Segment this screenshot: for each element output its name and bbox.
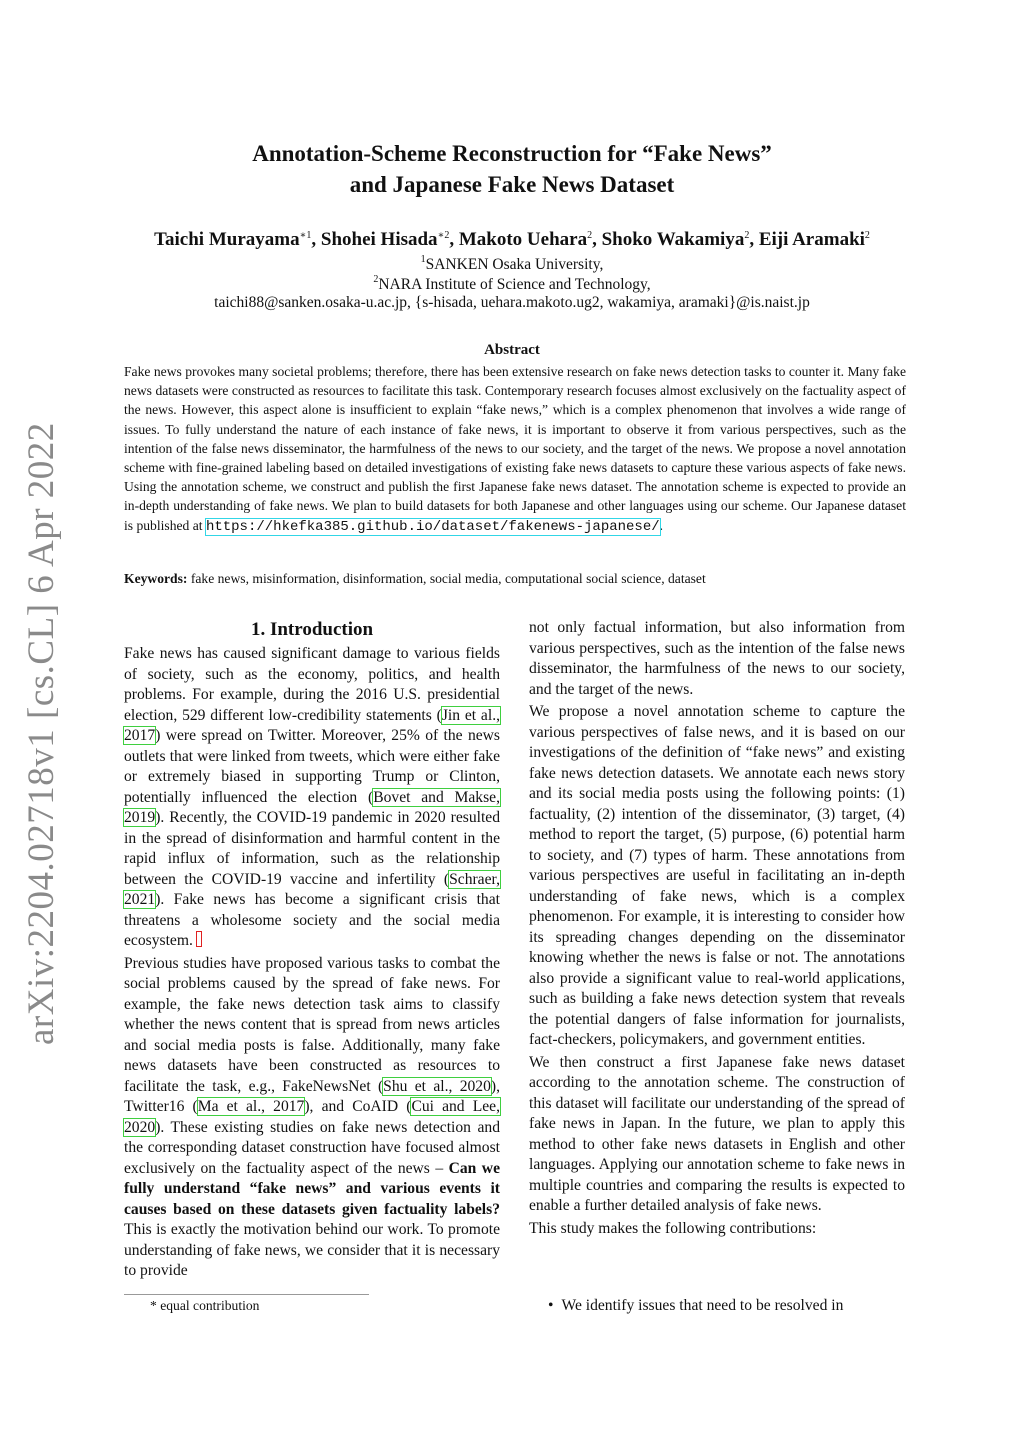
text-run: Fake news has caused significant damage to various fields of society, such as the economy, politics, and health problems. For example, during the 2016 U.S. presidential election, 529 different low-credibility statements ( bbox=[124, 645, 500, 724]
right-column bbox=[529, 618, 905, 1241]
text-run: ). Fake news has become a significant crisis that threatens a wholesome society and the social media ecosystem. bbox=[124, 891, 500, 949]
keywords bbox=[124, 571, 906, 587]
title-line-1: Annotation-Scheme Reconstruction for “Fake News” bbox=[252, 141, 772, 166]
text-run: ), and CoAID ( bbox=[304, 1098, 412, 1115]
author-name: Shohei Hisada bbox=[320, 229, 438, 250]
intro-paragraph-6: This study makes the following contributions: bbox=[529, 1219, 817, 1237]
affiliation-1 bbox=[0, 254, 1024, 274]
text-run: ), Twitter16 ( bbox=[124, 1077, 500, 1115]
intro-paragraph-2 bbox=[124, 954, 500, 1282]
author-name: Taichi Murayama bbox=[154, 229, 300, 250]
text-run: ). These existing studies on fake news detection and the corresponding dataset construction have focused almost exclusively on the factuality aspect of the news – bbox=[124, 1118, 500, 1177]
abstract-body bbox=[124, 362, 906, 537]
text-run: Previous studies have proposed various tasks to combat the social problems caused by the spread of fake news. For example, the fake news detection task aims to classify whether the news content that is spread from news articles and social media posts is false. Additionally, many fake news datasets have been constructed as resources to facilitate the task, e.g., FakeNewsNet ( bbox=[124, 954, 500, 1095]
affiliation-2 bbox=[0, 274, 1024, 294]
research-question: Can we fully understand “fake news” and various events it causes based on these datasets given factuality labels? bbox=[124, 1159, 500, 1218]
affiliation-mark: 1 bbox=[420, 254, 426, 265]
citation-link[interactable]: Jin et al., 2017 bbox=[124, 706, 500, 744]
author-emails: taichi88@sanken.osaka-u.ac.jp, {s-hisada, uehara.makoto.ug2, wakamiya, aramaki}@is.naist.jp bbox=[214, 294, 810, 311]
bullet-text: We identify issues that need to be resolved in bbox=[561, 1297, 844, 1314]
abstract-end: . bbox=[659, 517, 664, 533]
left-column bbox=[124, 618, 500, 1284]
citation-link[interactable]: Ma et al., 2017 bbox=[197, 1098, 305, 1115]
arxiv-identifier: arXiv:2204.02718v1 [cs.CL] 6 Apr 2022 bbox=[21, 422, 62, 1045]
title-line-2: and Japanese Fake News Dataset bbox=[349, 172, 675, 197]
contribution-bullet bbox=[548, 1297, 906, 1315]
citation-link[interactable]: Bovet and Makse, 2019 bbox=[124, 788, 500, 826]
bullet-icon: • bbox=[548, 1297, 554, 1314]
paper-title bbox=[0, 138, 1024, 200]
author-mark: 2 bbox=[864, 230, 870, 241]
abstract-text: Fake news provokes many societal problems; therefore, there has been extensive research on fake news detection tasks to counter it. Many fake news datasets were constructed as resources to facilitate this task. Contemporary research focuses almost exclusively on the factuality aspect of the news. However, this aspect alone is insufficient to explain “fake news,” which is a complex phenomenon that involves a wide range of issues. To fully understand the nature of each instance of fake news, it is important to observe it from various perspectives, such as the intention of the false news disseminator, the harmfulness of the news to our society, and the target of the news. We propose a novel annotation scheme with fine-grained labeling based on detailed investigations of existing fake news datasets to capture these various aspects of fake news. Using the annotation scheme, we construct and publish the first Japanese fake news dataset. The annotation scheme is expected to provide an in-depth understanding of fake news. We plan to build datasets for both Japanese and other languages using our scheme. Our Japanese dataset is published at bbox=[124, 364, 906, 533]
abstract-heading: Abstract bbox=[484, 342, 540, 358]
affiliation-mark: 2 bbox=[373, 274, 379, 285]
author-mark: ∗2 bbox=[437, 230, 450, 241]
keywords-text: fake news, misinformation, disinformation, social media, computational social science, dataset bbox=[190, 571, 706, 586]
footnote-divider bbox=[124, 1294, 369, 1295]
footnote-equal-contribution: * equal contribution bbox=[150, 1298, 260, 1313]
citation-link[interactable]: Cui and Lee, 2020 bbox=[124, 1098, 500, 1136]
text-run: ). Recently, the COVID-19 pandemic in 2020 resulted in the spread of disinformation and harmful content in the rapid influx of information, such as the relationship between the COVID-19 vaccine and infertility ( bbox=[124, 809, 500, 888]
author-mark: ∗1 bbox=[299, 230, 312, 241]
text-run: ) were spread on Twitter. Moreover, 25% of the news outlets that were linked from tweets, which were either fake or extremely biased in supporting Trump or Clinton, potentially influenced the election ( bbox=[124, 727, 500, 806]
citation-link[interactable]: Schraer, 2021 bbox=[124, 870, 500, 908]
keywords-label: Keywords: bbox=[124, 571, 188, 586]
intro-paragraph-4: We propose a novel annotation scheme to capture the various perspectives of false news, and it is based on our investigations of the definition of “fake news” and existing fake news detection datasets. We annotate each news story and its social media posts using the following points: (1) factuality, (2) intention of the disseminator, (3) target, (4) method to report the target, (5) purpose, (6) potential harm to society, and (7) types of harm. These annotations from various perspectives are useful in facilitating an in-depth understanding of fake news, which is a complex phenomenon. For example, it is interesting to consider how its spreading changes depending on the disseminator knowing whether the news is false or not. The annotations also provide a significant value to real-world applications, such as building a fake news detection system that reveals the potential dangers of false information for journalists, fact-checkers, policymakers, and government entities. bbox=[529, 703, 905, 1048]
author-mark: 2 bbox=[587, 230, 593, 241]
section-heading-introduction: 1. Introduction bbox=[250, 619, 374, 640]
intro-paragraph-5: We then construct a first Japanese fake news dataset according to the annotation scheme. The construction of this dataset will facilitate our understanding of the spread of fake news in Japan. In the future, we plan to apply this method to other fake news datasets in English and other languages. Applying our annotation scheme to fake news in multiple countries and comparing the results is expected to enable a further detailed analysis of fake news. bbox=[529, 1053, 905, 1214]
affiliation-text: NARA Institute of Science and Technology, bbox=[378, 276, 651, 293]
author-mark: 2 bbox=[744, 230, 750, 241]
intro-paragraph-3: not only factual information, but also information from various perspectives, such as the intention of the false news disseminator, the harmfulness of the news to our society, and the target of the news. bbox=[529, 619, 905, 698]
affiliation-text: SANKEN Osaka University, bbox=[425, 256, 604, 273]
citation-link[interactable]: Shu et al., 2020 bbox=[383, 1077, 491, 1095]
author-name: Eiji Aramaki bbox=[758, 229, 865, 250]
author-list: Taichi Murayama$^{∗1}$, Shohei Hisada$^{∗2}$, Makoto Uehara$^2$, Shoko Wakamiya$^2$, Eiji Aramaki$^2$ bbox=[154, 229, 870, 250]
intro-paragraph-1 bbox=[124, 644, 500, 952]
author-name: Shoko Wakamiya bbox=[601, 229, 745, 250]
text-run: This is exactly the motivation behind our work. To promote understanding of fake news, we consider that it is necessary to provide bbox=[124, 1221, 500, 1279]
author-name: Makoto Uehara bbox=[458, 229, 588, 250]
dataset-url-link[interactable]: https://hkefka385.github.io/dataset/fakenews-japanese/ bbox=[205, 518, 660, 535]
footnote-marker-box[interactable] bbox=[196, 931, 202, 947]
